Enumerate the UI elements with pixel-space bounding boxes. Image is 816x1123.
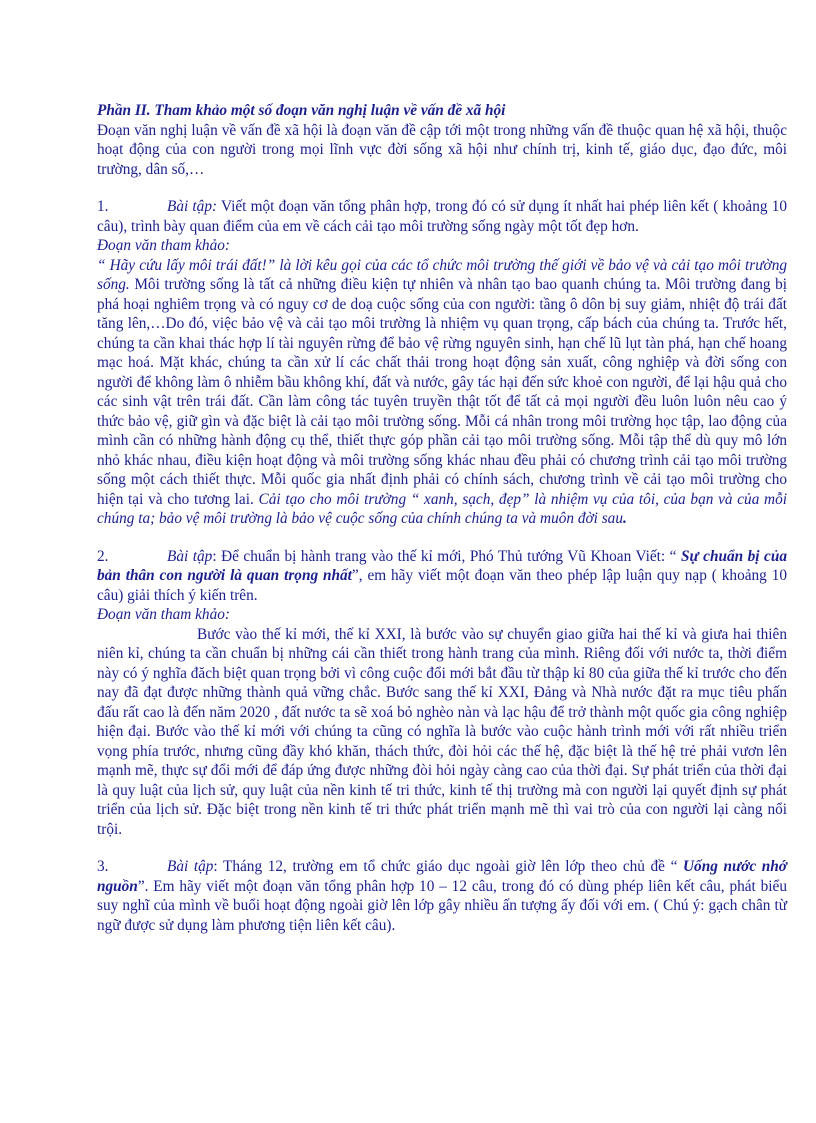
reference-ending-dot: . bbox=[622, 510, 627, 527]
exercise-label: Bài tập bbox=[167, 547, 213, 565]
exercise-quote: Sự chuẩn bị của bản thân con người là quan trọng nhất bbox=[97, 547, 787, 584]
exercise-quote: Uống nước nhớ nguồn bbox=[97, 858, 787, 895]
intro-paragraph: Đoạn văn nghị luận về vấn đề xã hội là đoạn văn đề cập tới một trong những vấn đề thuộc quan hệ xã hội, thuộc hoạt động của con người trong mọi lĩnh vực đời sống xã hội như chính trị, kinh tế, giáo dục, đạo đức, môi trường, dân số,… bbox=[97, 121, 787, 178]
reference-body: Môi trường sống là tất cả những điều kiện tự nhiên và nhân tạo bao quanh chúng ta. Môi trường đang bị phá hoại nghiêm trọng và có nguy cơ de doạ cuộc sống của con người: tầng ô dôn bị suy giảm, nhiệt độ trái đất tăng lên,…Do đó, việc bảo vệ và cải tạo môi trường là nhiệm vụ quan trọng, cấp bách của chúng ta. Trước hết, chúng ta cần khai thác hợp lí tài nguyên rừng để bảo vệ rừng nguyên sinh, hạn chế lũ lụt tàn phá, hạn chế hoang mạc hoá. Mặt khác, chúng ta cần xử lí các chất thải trong hoạt động sản xuất, công nghiệp và đời sống con người để không làm ô nhiễm bầu không khí, đất và nước, gây tác hại đến sức khoẻ con người, để lại hậu quả cho các sinh vật trên trái đất. Cần làm công tác tuyên truyền thật tốt để tất cả mọi người đều luôn luôn nêu cao ý thức bảo vệ, giữ gìn và đặc biệt là cải tạo môi trường sống. Mỗi cá nhân trong môi trường học tập, lao động của mình cần có những hành động cụ thể, thiết thực góp phần cải tạo môi trường sống. Mỗi tập thể dù quy mô lớn nhỏ khác nhau, điều kiện hoạt động và môi trường sống khác nhau đều phải có chương trình cải tạo môi trường sống một cách thiết thực. Mỗi quốc gia nhất định phải có chính sách, chương trình về cải tạo môi trường cho hiện tại và cho tương lai. bbox=[97, 276, 787, 508]
exercise-2-task bbox=[97, 547, 787, 606]
exercise-1-reference bbox=[97, 256, 787, 529]
section-heading: Phần II. Tham khảo một số đoạn văn nghị luận về vấn đề xã hội bbox=[97, 102, 506, 119]
exercise-1-task bbox=[97, 197, 787, 236]
reference-label: Đoạn văn tham khảo: bbox=[97, 606, 230, 623]
exercise-text: : Tháng 12, trường em tổ chức giáo dục ngoài giờ lên lớp theo chủ đề “ bbox=[213, 858, 683, 875]
exercise-number: 2. bbox=[97, 547, 109, 565]
exercise-text: Viết một đoạn văn tổng phân hợp, trong đó có sử dụng ít nhất hai phép liên kết ( khoảng 10 câu), trình bày quan điểm của em về cách cải tạo môi trường sống ngày một tốt đẹp hơn. bbox=[97, 198, 787, 235]
exercise-number: 3. bbox=[97, 858, 109, 875]
exercise-text: : Để chuẩn bị hành trang vào thế kỉ mới, Phó Thủ tướng Vũ Khoan Viết: “ bbox=[212, 547, 681, 565]
exercise-2-reference: Bước vào thế kỉ mới, thế kỉ XXI, là bước vào sự chuyển giao giữa hai thế kỉ và giưa hai thiên niên kỉ, chúng ta cần chuẩn bị những cái cần thiết trong hành trang của mình. Riêng đối với nước ta, thời điểm này có ý nghĩa đăch biệt quan trọng bởi vì công cuộc đổi mới bắt đầu từ thập kỉ 80 của giữa thế kỉ trước cho đến nay đã đạt được những thành quả vững chắc. Bước sang thế kỉ XXI, Đảng và Nhà nước đặt ra mục tiêu phấn đấu rất cao là đến năm 2020 , đất nước ta sẽ xoá bỏ nghèo nàn và lạc hậu để trở thành một quốc gia công nghiệp hiện đại. Bước vào thế kỉ mới với chúng ta cũng có nghĩa là bước vào cuộc hành trình mới với rất nhiều triển vọng phía trước, nhưng cũng đầy khó khăn, thách thức, đòi hỏi các thế hệ, đặc biệt là thế hệ trẻ phải vươn lên mạnh mẽ, thực sự đổi mới để đáp ứng được những đòi hỏi ngày càng cao của thời đại. Sự phát triển của thời đại là quy luật của lịch sử, quy luật của nền kinh tế tri thức, kinh tế thị trường mà con người lại quyết định sự phát triển của lịch sử. Đặc biệt trong nền kinh tế tri thức phát triển mạnh mẽ thì vai trò của con người lại càng nổi trội. bbox=[97, 625, 787, 838]
exercise-number: 1. bbox=[97, 198, 109, 215]
exercise-label: Bài tập: bbox=[167, 198, 218, 215]
reference-quote: “ Hãy cứu lấy môi trái đất!” là lời kêu gọi của các tổ chức môi trường thế giới về bảo vệ và cải tạo môi trường sống. bbox=[97, 256, 787, 293]
document-page bbox=[97, 101, 787, 935]
reference-label: Đoạn văn tham khảo: bbox=[97, 237, 230, 254]
exercise-label: Bài tập bbox=[167, 858, 214, 875]
reference-ending: Cải tạo cho môi trường “ xanh, sạch, đẹp” là nhiệm vụ của tôi, của bạn và của mỗi chúng ta; bảo vệ môi trường là bảo vệ cuộc sống của chính chúng ta và muôn đời sau bbox=[97, 490, 788, 527]
exercise-text: ”, em hãy viết một đoạn văn theo phép lập luận quy nạp ( khoảng 10 câu) giải thích ý kiến trên. bbox=[97, 567, 788, 604]
exercise-3-task bbox=[97, 857, 787, 935]
exercise-text: ”. Em hãy viết một đoạn văn tổng phân hợp 10 – 12 câu, trong đó có dùng phép liên kết câu, phát biểu suy nghĩ của mình về buổi hoạt động ngoài giờ lên lớp gây nhiều ấn tượng ấy đối với em. ( Chú ý: gạch chân từ ngữ được sử dụng làm phương tiện liên kết câu). bbox=[97, 877, 787, 934]
